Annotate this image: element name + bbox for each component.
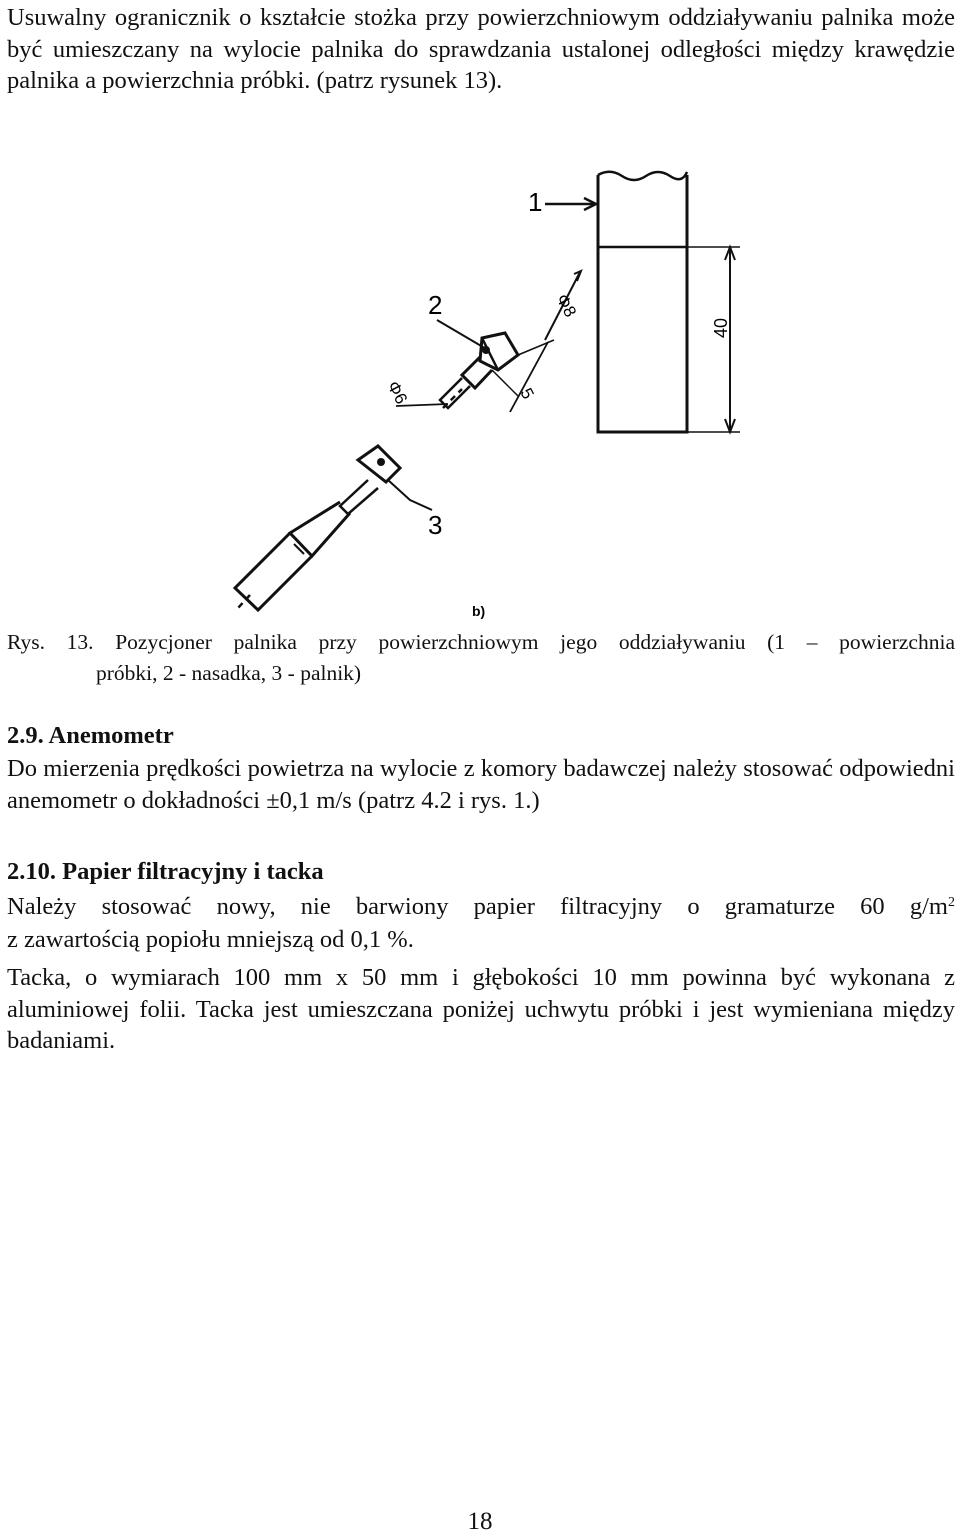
- figure-caption-line1: Rys. 13. Pozycjoner palnika przy powierzchniowym jego oddziaływaniu (1 – powierzchnia: [7, 630, 955, 654]
- break-line-top: [598, 172, 687, 180]
- sample-surface-outline: [598, 175, 687, 432]
- burner-neck: [340, 480, 378, 514]
- intro-paragraph: Usuwalny ogranicznik o kształcie stożka przy powierzchniowym oddziaływaniu palnika może być umieszczany na wylocie palnika do sprawdzania ustalonej odległości między krawędzie palnika a powierzchnia próbki. (patrz rysunek 13).: [7, 4, 955, 94]
- nozzle-collar: [462, 357, 492, 388]
- dimension-5-label: 5: [516, 384, 538, 403]
- figure-label-b: b): [472, 603, 486, 619]
- figure-13-drawing: [200, 150, 780, 620]
- figure-caption-line2: próbki, 2 - nasadka, 3 - palnik): [96, 661, 362, 685]
- section-2-9-heading: 2.9. Anemometr: [7, 722, 174, 749]
- page-number: 18: [467, 1508, 493, 1535]
- figure-label-1: 1: [528, 187, 543, 217]
- section-2-10-body2: Tacka, o wymiarach 100 mm x 50 mm i głębokości 10 mm powinna być wykonana z aluminiowej folii. Tacka jest umieszczana poniżej uchwytu próbki i jest wymieniana między badaniami.: [7, 964, 955, 1054]
- dimension-phi6-label: Φ6: [383, 377, 412, 408]
- section-2-10-body1: [7, 891, 955, 923]
- dimension-phi8-label: Φ8: [552, 290, 581, 321]
- dimension-phi6-leader: [396, 404, 448, 406]
- section-2-10-body1-text: Należy stosować nowy, nie barwiony papier filtracyjny o gramaturze 60 g/m: [7, 893, 948, 920]
- label-3-leader: [388, 480, 432, 510]
- section-2-10-body1-end: z zawartością popiołu mniejszą od 0,1 %.: [7, 926, 414, 953]
- burner-pin-dot: [377, 458, 385, 466]
- nozzle-pin-dot: [482, 346, 490, 354]
- label-2-leader: [437, 320, 488, 350]
- figure-label-3: 3: [428, 510, 443, 540]
- section-2-9-body: Do mierzenia prędkości powietrza na wylocie z komory badawczej należy stosować odpowiedni anemometr o dokładności ±0,1 m/s (patrz 4.2 i rys. 1.): [7, 755, 955, 814]
- dimension-40-label: 40: [711, 317, 731, 338]
- section-2-10-heading: 2.10. Papier filtracyjny i tacka: [7, 858, 324, 885]
- superscript-2: 2: [948, 895, 955, 910]
- figure-label-2: 2: [428, 290, 443, 320]
